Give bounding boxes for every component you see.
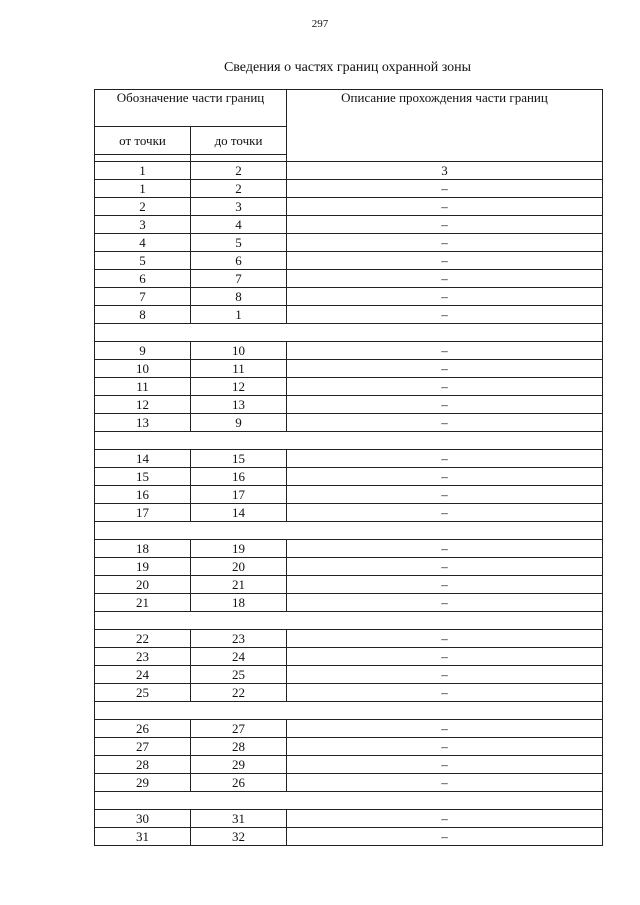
from-point-cell: 26	[95, 720, 191, 738]
from-point-cell: 22	[95, 630, 191, 648]
table-row	[95, 288, 603, 306]
to-point-cell: 26	[191, 774, 287, 792]
table-row	[95, 468, 603, 486]
header-boundary-part: Обозначение части границ	[95, 90, 287, 127]
description-cell: –	[287, 216, 603, 234]
group-separator-cell	[95, 324, 603, 342]
group-separator-row	[95, 522, 603, 540]
to-point-cell: 6	[191, 252, 287, 270]
description-cell: –	[287, 360, 603, 378]
from-point-cell: 4	[95, 234, 191, 252]
table-row	[95, 810, 603, 828]
table-row	[95, 558, 603, 576]
from-point-cell: 25	[95, 684, 191, 702]
header-spacer-cell	[191, 155, 287, 162]
group-separator-row	[95, 612, 603, 630]
table-row	[95, 648, 603, 666]
description-cell: –	[287, 810, 603, 828]
from-point-cell: 10	[95, 360, 191, 378]
to-point-cell: 8	[191, 288, 287, 306]
description-cell: –	[287, 234, 603, 252]
table-row	[95, 594, 603, 612]
description-cell: –	[287, 306, 603, 324]
from-point-cell: 23	[95, 648, 191, 666]
document-title: Сведения о частях границ охранной зоны	[223, 60, 472, 75]
table-row	[95, 342, 603, 360]
from-point-cell: 19	[95, 558, 191, 576]
table-row	[95, 828, 603, 846]
table-row	[95, 396, 603, 414]
description-cell: –	[287, 504, 603, 522]
description-cell: –	[287, 630, 603, 648]
to-point-cell: 10	[191, 342, 287, 360]
from-point-cell: 16	[95, 486, 191, 504]
table-row	[95, 252, 603, 270]
table-row	[95, 756, 603, 774]
to-point-cell: 4	[191, 216, 287, 234]
from-point-cell: 18	[95, 540, 191, 558]
description-cell: –	[287, 756, 603, 774]
group-separator-cell	[95, 432, 603, 450]
to-point-cell: 23	[191, 630, 287, 648]
to-point-cell: 11	[191, 360, 287, 378]
table-row	[95, 414, 603, 432]
table-row	[95, 180, 603, 198]
table-row	[95, 198, 603, 216]
to-point-cell: 2	[191, 180, 287, 198]
from-point-cell: 9	[95, 342, 191, 360]
table-row	[95, 486, 603, 504]
group-separator-cell	[95, 702, 603, 720]
from-point-cell: 2	[95, 198, 191, 216]
from-point-cell: 24	[95, 666, 191, 684]
to-point-cell: 29	[191, 756, 287, 774]
description-cell: –	[287, 594, 603, 612]
table-row	[95, 306, 603, 324]
group-separator-row	[95, 792, 603, 810]
to-point-cell: 1	[191, 306, 287, 324]
group-separator-cell	[95, 792, 603, 810]
to-point-cell: 9	[191, 414, 287, 432]
to-point-cell: 5	[191, 234, 287, 252]
from-point-cell: 3	[95, 216, 191, 234]
group-separator-row	[95, 432, 603, 450]
from-point-cell: 14	[95, 450, 191, 468]
group-separator-row	[95, 702, 603, 720]
description-cell: –	[287, 738, 603, 756]
table-row	[95, 684, 603, 702]
description-cell: –	[287, 450, 603, 468]
description-cell: –	[287, 486, 603, 504]
from-point-cell: 20	[95, 576, 191, 594]
to-point-cell: 18	[191, 594, 287, 612]
description-cell: –	[287, 468, 603, 486]
table-row	[95, 666, 603, 684]
to-point-cell: 17	[191, 486, 287, 504]
description-cell: –	[287, 720, 603, 738]
table-row	[95, 720, 603, 738]
description-cell: –	[287, 288, 603, 306]
to-point-cell: 19	[191, 540, 287, 558]
to-point-cell: 22	[191, 684, 287, 702]
table-row	[95, 540, 603, 558]
group-separator-cell	[95, 522, 603, 540]
to-point-cell: 20	[191, 558, 287, 576]
column-number-row	[95, 162, 603, 180]
description-cell: –	[287, 414, 603, 432]
from-point-cell: 21	[95, 594, 191, 612]
to-point-cell: 31	[191, 810, 287, 828]
to-point-cell: 28	[191, 738, 287, 756]
from-point-cell: 29	[95, 774, 191, 792]
table-row	[95, 378, 603, 396]
from-point-cell: 17	[95, 504, 191, 522]
to-point-cell: 27	[191, 720, 287, 738]
from-point-cell: 28	[95, 756, 191, 774]
description-cell: –	[287, 648, 603, 666]
from-point-cell: 8	[95, 306, 191, 324]
to-point-cell: 15	[191, 450, 287, 468]
description-cell: –	[287, 342, 603, 360]
from-point-cell: 27	[95, 738, 191, 756]
boundary-table	[94, 89, 603, 846]
description-cell: –	[287, 828, 603, 846]
description-cell: –	[287, 576, 603, 594]
to-point-cell: 13	[191, 396, 287, 414]
table-row	[95, 576, 603, 594]
page-number: 297	[311, 18, 329, 30]
description-cell: –	[287, 396, 603, 414]
group-separator-row	[95, 324, 603, 342]
to-point-cell: 24	[191, 648, 287, 666]
to-point-cell: 7	[191, 270, 287, 288]
description-cell: –	[287, 270, 603, 288]
to-point-cell: 14	[191, 504, 287, 522]
table-row	[95, 216, 603, 234]
from-point-cell: 5	[95, 252, 191, 270]
table-row	[95, 234, 603, 252]
table-row	[95, 270, 603, 288]
from-point-cell: 6	[95, 270, 191, 288]
table-row	[95, 360, 603, 378]
header-spacer-cell	[95, 155, 191, 162]
to-point-cell: 3	[191, 198, 287, 216]
to-point-cell: 21	[191, 576, 287, 594]
table-row	[95, 630, 603, 648]
from-point-cell: 30	[95, 810, 191, 828]
header-to-point: до точки	[191, 127, 287, 155]
from-point-cell: 31	[95, 828, 191, 846]
to-point-cell: 25	[191, 666, 287, 684]
table-row	[95, 450, 603, 468]
description-cell: –	[287, 666, 603, 684]
header-from-point: от точки	[95, 127, 191, 155]
to-point-cell: 32	[191, 828, 287, 846]
table-row	[95, 738, 603, 756]
description-cell: –	[287, 378, 603, 396]
description-cell: –	[287, 180, 603, 198]
description-cell: –	[287, 252, 603, 270]
column-number-2: 2	[191, 162, 287, 180]
from-point-cell: 7	[95, 288, 191, 306]
from-point-cell: 15	[95, 468, 191, 486]
table-row	[95, 504, 603, 522]
from-point-cell: 1	[95, 180, 191, 198]
from-point-cell: 11	[95, 378, 191, 396]
table-body	[95, 162, 603, 846]
column-number-1: 1	[95, 162, 191, 180]
description-cell: –	[287, 198, 603, 216]
group-separator-cell	[95, 612, 603, 630]
to-point-cell: 16	[191, 468, 287, 486]
from-point-cell: 12	[95, 396, 191, 414]
description-cell: –	[287, 684, 603, 702]
header-description: Описание прохождения части границ	[287, 90, 603, 162]
description-cell: –	[287, 774, 603, 792]
description-cell: –	[287, 540, 603, 558]
to-point-cell: 12	[191, 378, 287, 396]
table-row	[95, 774, 603, 792]
description-cell: –	[287, 558, 603, 576]
from-point-cell: 13	[95, 414, 191, 432]
column-number-3: 3	[287, 162, 603, 180]
